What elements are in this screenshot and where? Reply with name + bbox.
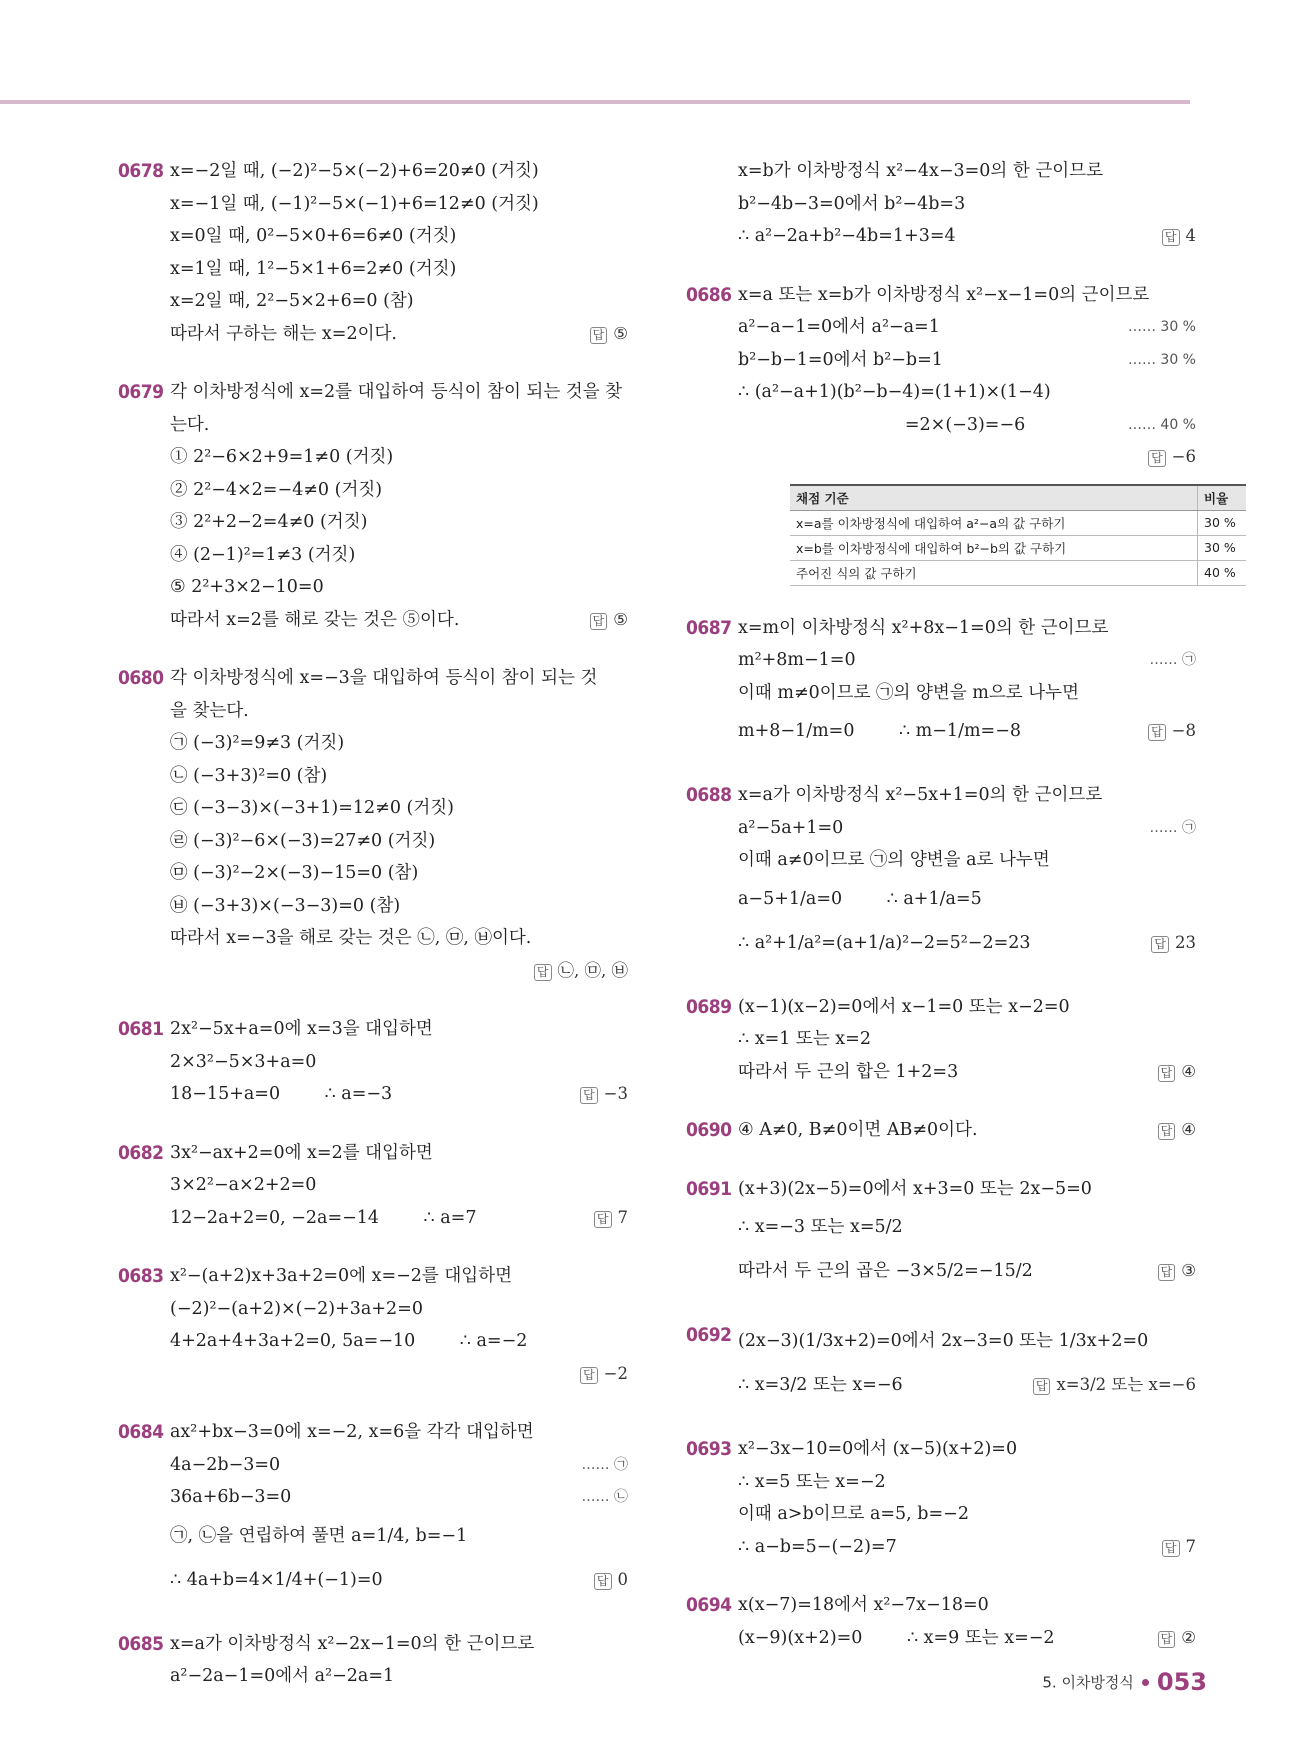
line-text: ㉥ (−3+3)×(−3−3)=0 (참) [170, 895, 401, 916]
problem-number: 0679 [118, 381, 164, 403]
answer-value: 23 [1175, 932, 1196, 952]
answer [590, 318, 628, 351]
solution-line [738, 1363, 1196, 1407]
solution-line [170, 1137, 628, 1170]
solution-block [686, 779, 1196, 965]
solution-line [170, 1558, 628, 1602]
problem-number: 0678 [118, 160, 164, 182]
line-text: 36a+6b−3=0 [170, 1487, 292, 1507]
line-text: x=1일 때, 1²−5×1+6=2≠0 (거짓) [170, 258, 457, 279]
line-text: ∴ a−b=5−(−2)=7 [738, 1536, 897, 1557]
solution-line [170, 760, 628, 793]
table-row [790, 560, 1246, 585]
solution-block [118, 1260, 628, 1390]
line-text: 따라서 x=−3을 해로 갖는 것은 ㉡, ㉤, ㉥이다. [170, 928, 532, 948]
solution-line [738, 1589, 1196, 1622]
problem-number: 0693 [686, 1438, 732, 1460]
problem-number: 0685 [118, 1632, 164, 1655]
answer-value: 7 [617, 1207, 628, 1227]
solution-line [170, 857, 628, 890]
solution-line [738, 779, 1196, 812]
answer [1148, 709, 1196, 753]
answer-tag: 답 [580, 1367, 598, 1384]
answer-tag: 답 [1158, 1631, 1176, 1648]
line-text: ∴ x=3/2 또는 x=−6 [738, 1375, 903, 1395]
solution-block [118, 155, 628, 350]
line-text: a²−a−1=0에서 a²−a=1 [738, 317, 940, 337]
line-text: ㉢ (−3−3)×(−3+1)=12≠0 (거짓) [170, 798, 454, 818]
table-cell: x=b를 이차방정식에 대입하여 b²−b의 값 구하기 [790, 535, 1198, 560]
table-cell: 30 % [1198, 535, 1247, 560]
solution-line [170, 604, 628, 637]
table-cell: 주어진 식의 값 구하기 [790, 560, 1198, 585]
line-text: x²−3x−10=0에서 (x−5)(x+2)=0 [738, 1439, 1018, 1459]
line-text: ∴ x=5 또는 x=−2 [738, 1471, 886, 1492]
problem-number: 0682 [118, 1141, 164, 1164]
line-text: 2×3²−5×3+a=0 [170, 1051, 317, 1072]
solution-line [738, 844, 1196, 877]
line-text: 는다. [170, 414, 210, 435]
line-text: 3x²−ax+2=0에 x=2를 대입하면 [170, 1142, 433, 1163]
line-text: ④ (2−1)²=1≠3 (거짓) [170, 544, 356, 565]
solution-block [686, 1114, 1196, 1147]
problem-number: 0694 [686, 1594, 732, 1616]
right-column [686, 155, 1236, 1680]
side-note: …… ㉠ [1149, 819, 1196, 836]
line-text: b²−b−1=0에서 b²−b=1 [738, 349, 943, 370]
solution-line [170, 1046, 628, 1079]
line-text: 18−15+a=0 ∴ a=−3 [170, 1084, 393, 1104]
line-text: a²−2a−1=0에서 a²−2a=1 [170, 1666, 395, 1686]
line-text: 따라서 x=2를 해로 갖는 것은 ⑤이다. [170, 609, 460, 630]
solution-line [738, 1466, 1196, 1499]
solution-line [738, 220, 1196, 253]
bullet-dot [1142, 1679, 1149, 1686]
line-text: (−2)²−(a+2)×(−2)+3a+2=0 [170, 1298, 423, 1319]
solution-line [170, 1169, 628, 1202]
line-text: 이때 a≠0이므로 ㉠의 양변을 a로 나누면 [738, 850, 1050, 870]
solution-line [170, 1628, 628, 1661]
line-text: x=0일 때, 0²−5×0+6=6≠0 (거짓) [170, 226, 457, 246]
side-note: …… 40 % [1127, 416, 1196, 433]
solution-block [118, 376, 628, 636]
answer-value: ⑤ [613, 609, 628, 629]
problem-number: 0686 [686, 283, 732, 306]
line-text: 4a−2b−3=0 [170, 1454, 281, 1475]
line-text: ④ A≠0, B≠0이면 AB≠0이다. [738, 1120, 978, 1140]
answer-value: ② [1181, 1627, 1196, 1647]
answer [580, 1358, 628, 1391]
solution-block [686, 1319, 1196, 1407]
line-text: 2x²−5x+a=0에 x=3을 대입하면 [170, 1019, 433, 1039]
answer-value: 0 [617, 1569, 628, 1589]
line-text: 이때 m≠0이므로 ㉠의 양변을 m으로 나누면 [738, 682, 1079, 703]
answer-tag: 답 [1148, 724, 1166, 741]
solution-line [170, 922, 628, 955]
solution-line [170, 1293, 628, 1326]
answer-value: −2 [603, 1363, 628, 1383]
line-text: 을 찾는다. [170, 700, 249, 721]
solution-line [170, 1481, 628, 1514]
solution-line [738, 1498, 1196, 1531]
problem-number: 0681 [118, 1018, 164, 1040]
table-cell: 40 % [1198, 560, 1247, 585]
line-text: x=−1일 때, (−1)²−5×(−1)+6=12≠0 (거짓) [170, 193, 539, 214]
top-divider [0, 100, 1190, 104]
left-column [118, 155, 628, 1719]
problem-number: 0680 [118, 667, 164, 689]
solution-line [170, 571, 628, 604]
solution-line [170, 1449, 628, 1482]
table-row [790, 535, 1246, 560]
solution-line [738, 344, 1196, 377]
line-text: ∴ a²−2a+b²−4b=1+3=4 [738, 226, 956, 246]
answer-value: 7 [1185, 1536, 1196, 1556]
line-text: (x−9)(x+2)=0 ∴ x=9 또는 x=−2 [738, 1627, 1055, 1648]
line-text: x=a가 이차방정식 x²−2x−1=0의 한 근이므로 [170, 1633, 535, 1654]
solution-line [170, 1202, 628, 1235]
line-text: ③ 2²+2−2=4≠0 (거짓) [170, 512, 368, 532]
chapter-title: 5. 이차방정식 [1042, 1673, 1134, 1692]
solution-line [738, 1023, 1196, 1056]
problem-number: 0683 [118, 1265, 164, 1287]
side-note: …… ㉡ [581, 1489, 628, 1505]
answer [1033, 1363, 1196, 1407]
line-text: ∴ (a²−a+1)(b²−b−4)=(1+1)×(1−4) [738, 382, 1051, 402]
solution-line [170, 662, 628, 695]
solution-line [738, 1319, 1196, 1363]
solution-line [170, 376, 628, 409]
solution-line [170, 506, 628, 539]
solution-block [118, 1416, 628, 1602]
solution-line [738, 441, 1196, 474]
solution-line [738, 677, 1196, 710]
line-text: ∴ x=1 또는 x=2 [738, 1029, 871, 1049]
answer [1158, 1114, 1196, 1147]
line-text: ㉠ (−3)²=9≠3 (거짓) [170, 733, 345, 753]
answer [594, 1558, 628, 1602]
solution-line [170, 1660, 628, 1693]
solution-line [738, 188, 1196, 221]
line-text: ∴ x=−3 또는 x=5/2 [738, 1217, 903, 1237]
line-text: =2×(−3)=−6 [738, 414, 1026, 435]
answer-tag: 답 [1148, 450, 1166, 467]
answer-tag: 답 [1162, 229, 1180, 246]
line-text: 이때 a>b이므로 a=5, b=−2 [738, 1504, 969, 1524]
answer-tag: 답 [590, 327, 608, 344]
solution-block [686, 1173, 1196, 1294]
solution-line [738, 1173, 1196, 1206]
line-text: x=2일 때, 2²−5×2+6=0 (참) [170, 291, 414, 311]
line-text: ㉠, ㉡을 연립하여 풀면 a=1/4, b=−1 [170, 1525, 468, 1546]
line-text: m²+8m−1=0 [738, 650, 856, 670]
solution-block [118, 662, 628, 987]
solution-line [170, 1325, 628, 1358]
solution-line [170, 474, 628, 507]
answer-tag: 답 [1158, 1123, 1176, 1140]
solution-block [686, 155, 1196, 253]
page-footer [1042, 1668, 1207, 1696]
side-note: …… ㉠ [581, 1456, 628, 1473]
answer-value: ④ [1181, 1120, 1196, 1139]
solution-line [738, 409, 1196, 442]
answer [1148, 441, 1196, 474]
answer [534, 955, 628, 988]
line-text: ax²+bx−3=0에 x=−2, x=6을 각각 대입하면 [170, 1422, 534, 1442]
answer-tag: 답 [534, 964, 552, 981]
answer-value: −8 [1171, 721, 1196, 740]
problem-number: 0684 [118, 1421, 164, 1443]
solution-block [686, 1589, 1196, 1654]
solution-line [170, 792, 628, 825]
solution-line [170, 727, 628, 760]
line-text: ∴ a²+1/a²=(a+1/a)²−2=5²−2=23 [738, 932, 1031, 953]
solution-line [738, 644, 1196, 677]
solution-line [738, 279, 1196, 312]
line-text: 각 이차방정식에 x=−3을 대입하여 등식이 참이 되는 것 [170, 668, 598, 688]
answer [1158, 1056, 1196, 1089]
solution-line [170, 220, 628, 253]
page-number: 053 [1156, 1668, 1207, 1696]
line-text: ① 2²−6×2+9=1≠0 (거짓) [170, 447, 394, 467]
line-text: x=−2일 때, (−2)²−5×(−2)+6=20≠0 (거짓) [170, 161, 539, 181]
solution-line [738, 877, 1196, 921]
solution-line [738, 921, 1196, 965]
line-text: (x−1)(x−2)=0에서 x−1=0 또는 x−2=0 [738, 996, 1070, 1017]
line-text: 3×2²−a×2+2=0 [170, 1175, 317, 1195]
solution-line [170, 441, 628, 474]
line-text: 따라서 두 근의 곱은 −3×5/2=−15/2 [738, 1261, 1033, 1281]
problem-number: 0690 [686, 1119, 732, 1141]
table-cell: x=a를 이차방정식에 대입하여 a²−a의 값 구하기 [790, 510, 1198, 535]
line-text: (2x−3)(1/3x+2)=0에서 2x−3=0 또는 1/3x+2=0 [738, 1331, 1149, 1351]
solution-line [738, 1249, 1196, 1293]
solution-line [170, 1260, 628, 1293]
line-text: b²−4b−3=0에서 b²−4b=3 [738, 193, 966, 214]
answer-value: 4 [1185, 226, 1196, 245]
answer-value: ③ [1181, 1261, 1196, 1280]
answer [1158, 1249, 1196, 1293]
line-text: 4+2a+4+3a+2=0, 5a=−10 ∴ a=−2 [170, 1331, 528, 1351]
answer-tag: 답 [1162, 1540, 1180, 1557]
solution-line [170, 890, 628, 923]
side-note: …… ㉠ [1149, 652, 1196, 668]
line-text: 따라서 두 근의 합은 1+2=3 [738, 1061, 959, 1082]
solution-line [738, 612, 1196, 645]
solution-line [170, 285, 628, 318]
line-text: 따라서 구하는 해는 x=2이다. [170, 323, 397, 344]
answer-tag: 답 [1158, 1065, 1176, 1082]
solution-line [738, 1056, 1196, 1089]
answer-value: ㉡, ㉤, ㉥ [557, 960, 628, 980]
table-row [790, 510, 1246, 535]
solution-line [738, 812, 1196, 845]
solution-block [686, 612, 1196, 754]
solution-line [170, 318, 628, 351]
line-text: x=a가 이차방정식 x²−5x+1=0의 한 근이므로 [738, 785, 1103, 805]
answer-value: −3 [603, 1084, 628, 1103]
solution-line [738, 311, 1196, 344]
solution-line [738, 1205, 1196, 1249]
solution-line [738, 155, 1196, 188]
line-text: ② 2²−4×2=−4≠0 (거짓) [170, 479, 383, 500]
answer-value: ⑤ [613, 323, 628, 343]
line-text: ⑤ 2²+3×2−10=0 [170, 577, 324, 597]
solution-line [170, 825, 628, 858]
solution-line [738, 1531, 1196, 1564]
answer-value: ④ [1181, 1061, 1196, 1081]
line-text: x=a 또는 x=b가 이차방정식 x²−x−1=0의 근이므로 [738, 284, 1150, 305]
side-note: …… 30 % [1127, 319, 1196, 335]
line-text: a²−5a+1=0 [738, 817, 844, 838]
answer-tag: 답 [594, 1573, 612, 1590]
line-text: (x+3)(2x−5)=0에서 x+3=0 또는 2x−5=0 [738, 1178, 1092, 1199]
solution-block [118, 1628, 628, 1693]
problem-number: 0691 [686, 1177, 732, 1200]
solution-line [738, 991, 1196, 1024]
solution-line [738, 709, 1196, 753]
line-text: ㉤ (−3)²−2×(−3)−15=0 (참) [170, 863, 419, 883]
problem-number: 0687 [686, 616, 732, 639]
solution-block [686, 991, 1196, 1089]
solution-line [170, 539, 628, 572]
side-note: …… 30 % [1127, 351, 1196, 368]
line-text: a−5+1/a=0 ∴ a+1/a=5 [738, 888, 982, 909]
answer [1162, 1531, 1196, 1564]
problem-number: 0692 [686, 1324, 732, 1346]
solution-line [170, 1358, 628, 1391]
solution-line [170, 1078, 628, 1111]
line-text: ㉣ (−3)²−6×(−3)=27≠0 (거짓) [170, 830, 436, 851]
solution-block [686, 279, 1236, 586]
line-text: x(x−7)=18에서 x²−7x−18=0 [738, 1595, 989, 1615]
answer-tag: 답 [590, 613, 608, 630]
solution-line [170, 409, 628, 442]
solution-line [170, 1416, 628, 1449]
solution-line [170, 1013, 628, 1046]
answer [590, 604, 628, 637]
line-text: x²−(a+2)x+3a+2=0에 x=−2를 대입하면 [170, 1266, 513, 1286]
answer-tag: 답 [1158, 1264, 1176, 1281]
answer-value: x=3/2 또는 x=−6 [1056, 1375, 1196, 1394]
solution-line [738, 376, 1196, 409]
solution-line [170, 188, 628, 221]
line-text: x=m이 이차방정식 x²+8x−1=0의 한 근이므로 [738, 617, 1109, 638]
line-text: ㉡ (−3+3)²=0 (참) [170, 765, 328, 786]
grading-table [790, 484, 1246, 586]
solution-line [170, 1514, 628, 1558]
solution-block [118, 1137, 628, 1235]
solution-block [118, 1013, 628, 1111]
solution-line [170, 955, 628, 988]
answer-value: −6 [1171, 447, 1196, 466]
solution-line [738, 1433, 1196, 1466]
answer-tag: 답 [594, 1211, 612, 1228]
line-text: 12−2a+2=0, −2a=−14 ∴ a=7 [170, 1207, 477, 1228]
solution-line [738, 1114, 1196, 1147]
answer [1151, 921, 1196, 965]
answer-tag: 답 [1151, 936, 1169, 953]
line-text: 각 이차방정식에 x=2를 대입하여 등식이 참이 되는 것을 찾 [170, 382, 623, 402]
answer-tag: 답 [1033, 1378, 1051, 1395]
table-cell: 30 % [1198, 510, 1247, 535]
solution-line [170, 695, 628, 728]
solution-line [170, 253, 628, 286]
problem-number: 0689 [686, 995, 732, 1018]
answer-tag: 답 [580, 1087, 598, 1104]
answer [1162, 220, 1196, 253]
answer [594, 1202, 628, 1235]
problem-number: 0688 [686, 784, 732, 806]
line-text: m+8−1/m=0 ∴ m−1/m=−8 [738, 721, 1022, 741]
answer [1158, 1622, 1196, 1655]
answer [580, 1078, 628, 1111]
solution-line [170, 155, 628, 188]
solution-block [686, 1433, 1196, 1563]
solution-line [738, 1622, 1196, 1655]
table-header: 비율 [1198, 485, 1247, 511]
table-header: 채점 기준 [790, 485, 1198, 511]
line-text: x=b가 이차방정식 x²−4x−3=0의 한 근이므로 [738, 161, 1103, 181]
line-text: ∴ 4a+b=4×1/4+(−1)=0 [170, 1569, 383, 1590]
